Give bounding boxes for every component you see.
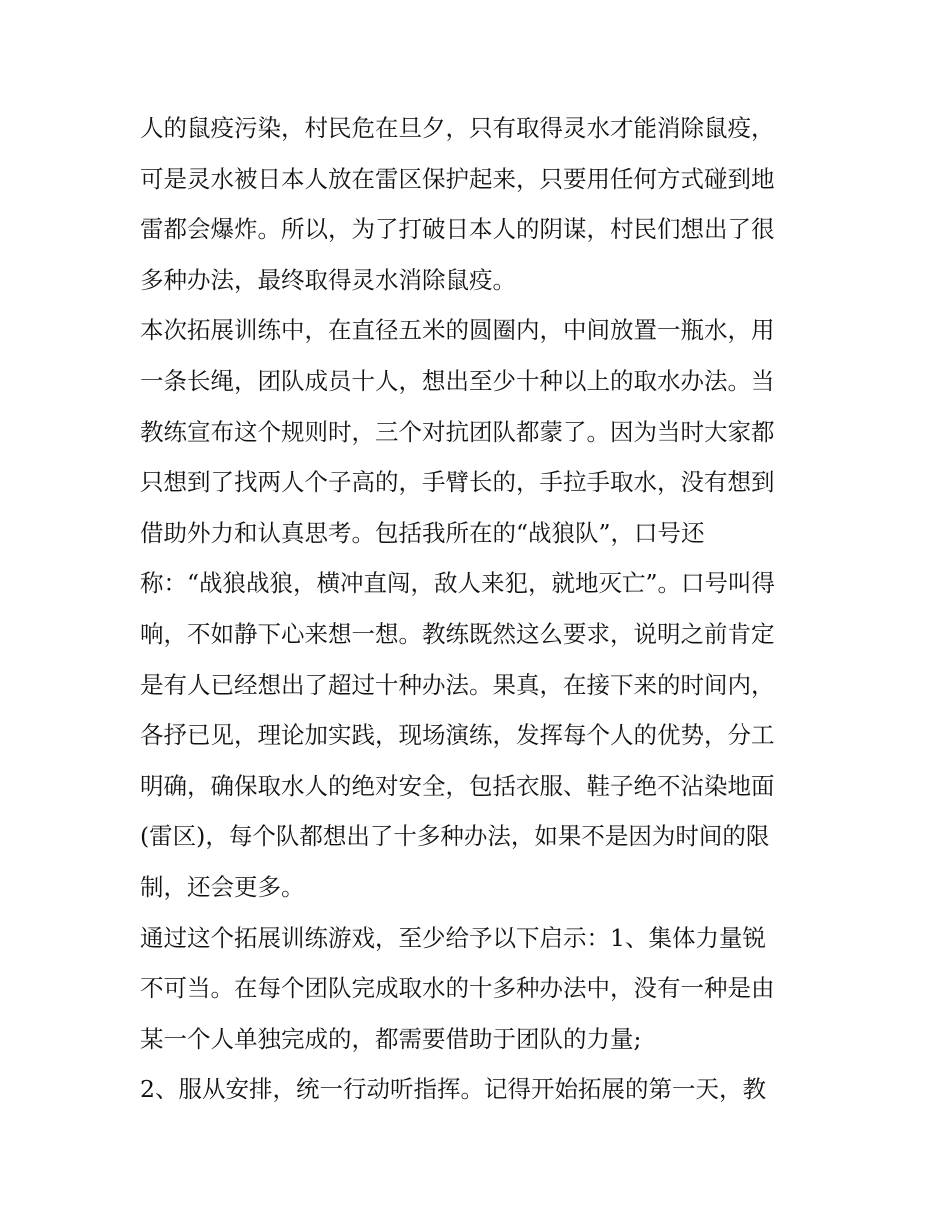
text-line: 称：“战狼战狼，横冲直闯，敌人来犯，就地灭亡”。口号叫得 xyxy=(140,569,776,598)
text-line: 人的鼠疫污染，村民危在旦夕，只有取得灵水才能消除鼠疫， xyxy=(140,114,775,142)
text-line: 只想到了找两人个子高的，手臂长的，手拉手取水，没有想到 xyxy=(140,468,775,497)
text-line: 雷都会爆炸。所以，为了打破日本人的阴谋，村民们想出了很 xyxy=(140,215,775,244)
text-line: 各抒已见，理论加实践，现场演练，发挥每个人的优势，分工 xyxy=(140,721,775,750)
text-line: 借助外力和认真思考。包括我所在的“战狼队”，口号还 xyxy=(140,518,705,547)
text-line: 响，不如静下心来想一想。教练既然这么要求，说明之前肯定 xyxy=(140,619,775,648)
document-body xyxy=(140,103,820,1115)
text-line: 是有人已经想出了超过十种办法。果真，在接下来的时间内， xyxy=(140,670,775,699)
text-line: 某一个人单独完成的，都需要借助于团队的力量; xyxy=(140,1024,642,1053)
text-line: 多种办法，最终取得灵水消除鼠疫。 xyxy=(140,265,516,294)
text-line: 教练宣布这个规则时，三个对抗团队都蒙了。因为当时大家都 xyxy=(140,417,775,446)
text-line: 不可当。在每个团队完成取水的十多种办法中，没有一种是由 xyxy=(140,974,775,1003)
text-line: 可是灵水被日本人放在雷区保护起来，只要用任何方式碰到地 xyxy=(140,164,775,193)
text-line: (雷区)，每个队都想出了十多种办法，如果不是因为时间的限 xyxy=(140,822,770,851)
text-line: 本次拓展训练中，在直径五米的圆圈内，中间放置一瓶水，用 xyxy=(140,316,775,345)
text-line: 一条长绳，团队成员十人，想出至少十种以上的取水办法。当 xyxy=(140,366,775,395)
text-line: 明确，确保取水人的绝对安全，包括衣服、鞋子绝不沾染地面 xyxy=(140,771,775,800)
text-line: 2、服从安排，统一行动听指挥。记得开始拓展的第一天，教 xyxy=(140,1075,766,1104)
text-line: 制，还会更多。 xyxy=(140,872,305,901)
text-line: 通过这个拓展训练游戏，至少给予以下启示：1、集体力量锐 xyxy=(140,923,766,952)
